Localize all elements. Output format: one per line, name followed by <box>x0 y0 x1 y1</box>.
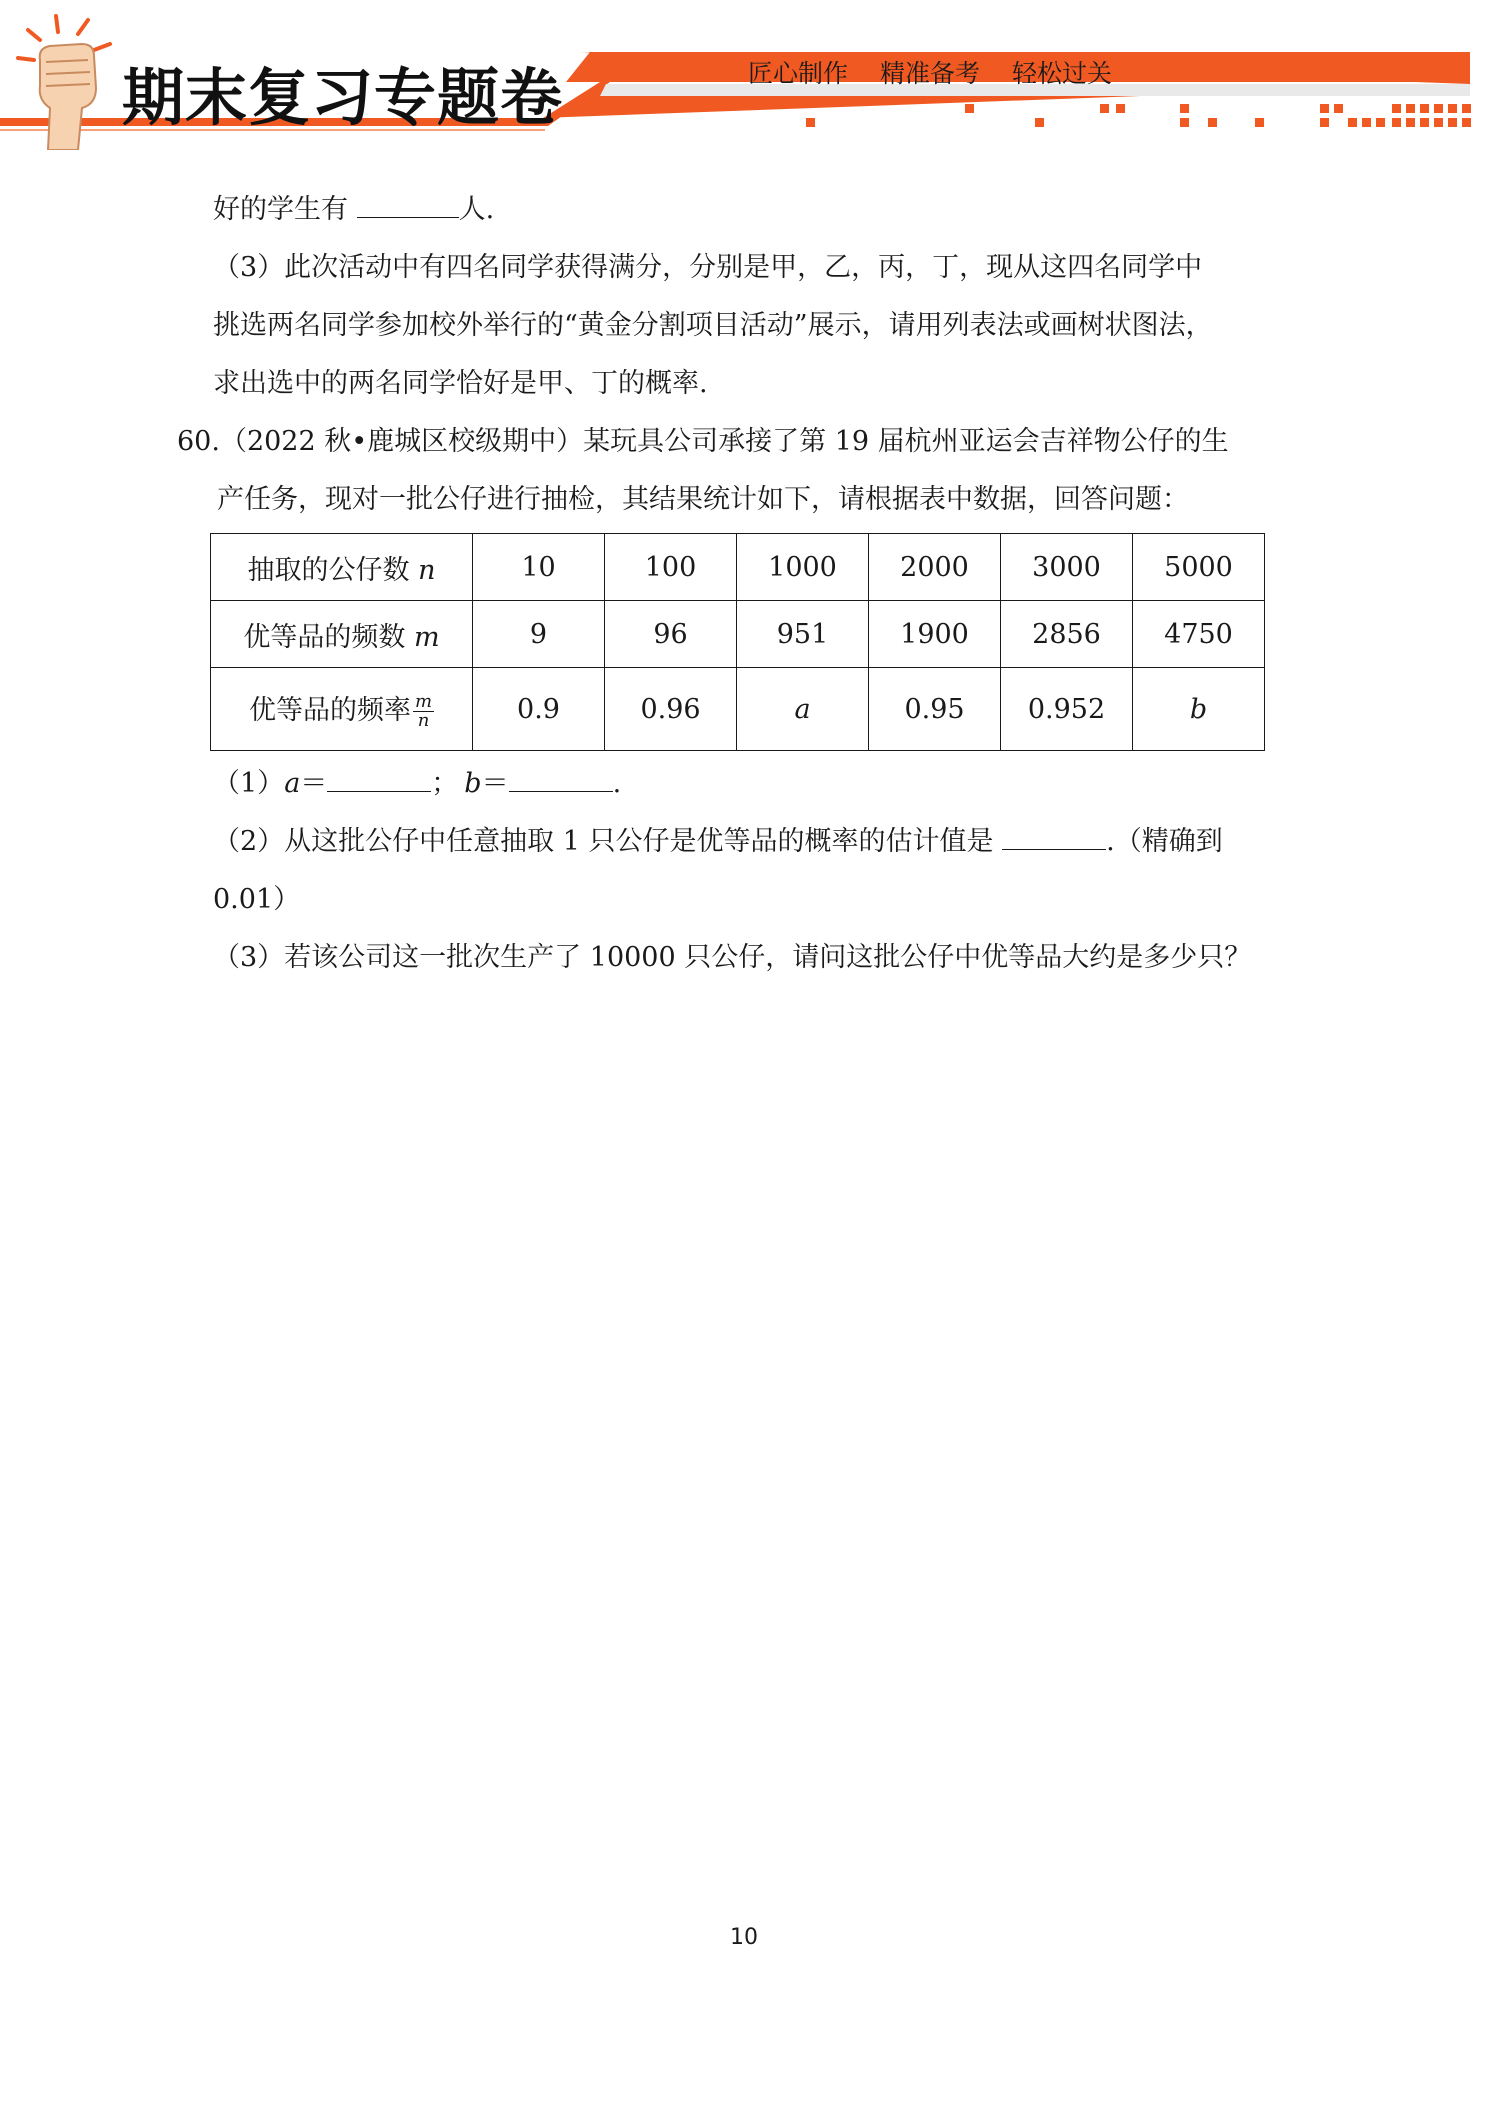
table-cell: a <box>737 668 869 751</box>
fist-icon <box>10 0 120 150</box>
row-header-frequency-rate: 优等品的频率 $\frac{m}{n}$ <box>211 668 473 751</box>
sub-question-2-line-2: 0.01） <box>213 884 301 915</box>
table-cell: 1900 <box>869 601 1001 668</box>
table-row <box>211 601 1265 668</box>
row-header-frequency-count: 优等品的频数 m <box>211 601 473 668</box>
table-cell: 951 <box>737 601 869 668</box>
table-cell: 3000 <box>1001 534 1133 601</box>
slogan-item: 精准备考 <box>879 59 980 88</box>
table-row <box>211 534 1265 601</box>
table-cell: 0.95 <box>869 668 1001 751</box>
page-header <box>0 0 1488 150</box>
slogan-item: 匠心制作 <box>748 59 849 88</box>
answer-blank-probability <box>1002 823 1106 850</box>
sampling-table <box>210 533 1265 751</box>
table-cell: 0.96 <box>605 668 737 751</box>
page-number: 10 <box>730 1925 758 1950</box>
table-cell: 0.9 <box>473 668 605 751</box>
answer-blank-a <box>327 765 431 792</box>
table-cell: 100 <box>605 534 737 601</box>
table-cell: 1000 <box>737 534 869 601</box>
question-3-line-1: （3）此次活动中有四名同学获得满分，分别是甲，乙，丙，丁，现从这四名同学中 <box>213 252 1203 283</box>
table-cell: 96 <box>605 601 737 668</box>
sub-question-1: （1）a＝ ； b＝ . <box>213 764 621 804</box>
answer-line-students <box>213 190 494 230</box>
fraction-m-over-n: $\frac{m}{n}$ <box>414 691 433 731</box>
table-cell: 2856 <box>1001 601 1133 668</box>
question-3-line-3: 求出选中的两名同学恰好是甲、丁的概率. <box>213 368 708 399</box>
answer-blank <box>357 191 459 218</box>
sub-question-2-line-1: （2）从这批公仔中任意抽取 1 只公仔是优等品的概率的估计值是 .（精确到 <box>213 822 1223 862</box>
question-60-line-1: 60.（2022 秋•鹿城区校级期中）某玩具公司承接了第 19 届杭州亚运会吉祥物公仔的生 <box>177 426 1229 457</box>
table-cell: 5000 <box>1133 534 1265 601</box>
header-title: 期末复习专题卷 <box>122 61 564 134</box>
table-cell: 0.952 <box>1001 668 1133 751</box>
table-cell: b <box>1133 668 1265 751</box>
header-slogan <box>748 54 1136 90</box>
table-cell: 9 <box>473 601 605 668</box>
answer-blank-b <box>509 765 613 792</box>
question-60-line-2: 产任务，现对一批公仔进行抽检，其结果统计如下，请根据表中数据，回答问题： <box>217 484 1189 515</box>
question-3-line-2: 挑选两名同学参加校外举行的“黄金分割项目活动”展示，请用列表法或画树状图法， <box>213 310 1213 341</box>
row-header-sample-count: 抽取的公仔数 n <box>211 534 473 601</box>
text-segment: 好的学生有 <box>213 194 357 225</box>
slogan-item: 轻松过关 <box>1011 59 1112 88</box>
sub-question-3: （3）若该公司这一批次生产了 10000 只公仔，请问这批公仔中优等品大约是多少只？ <box>213 942 1252 973</box>
table-cell: 4750 <box>1133 601 1265 668</box>
table-cell: 10 <box>473 534 605 601</box>
table-row <box>211 668 1265 751</box>
text-segment: 人. <box>458 194 495 225</box>
table-cell: 2000 <box>869 534 1001 601</box>
